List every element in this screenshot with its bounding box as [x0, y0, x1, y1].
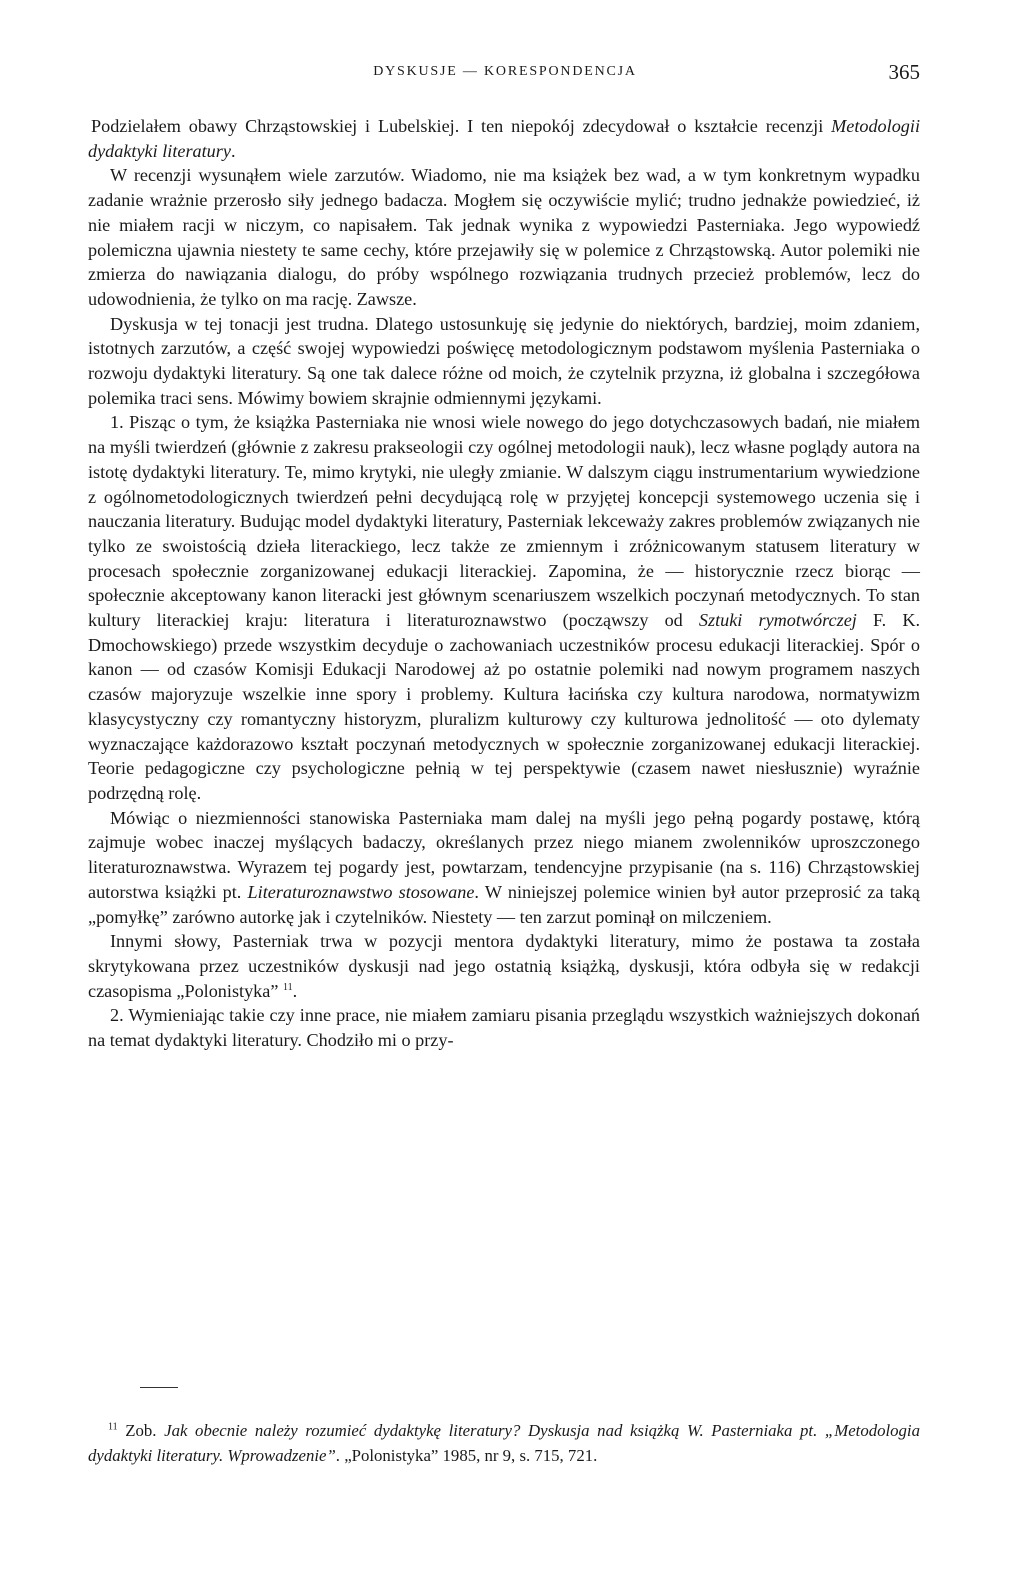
- text-run: Dyskusja w tej tonacji jest trudna. Dlatego ustosunkuję się jedynie do niektórych, bardziej, moim zdaniem, istotnych zarzutów, a część swojej wypowiedzi poświęcę metodologicznym podstawom myślenia Pasterniaka o rozwoju dydaktyki literatury. Są one tak dalece różne od moich, że czytelnik przyzna, iż globalna i szczegółowa polemika traci sens. Mówimy bowiem skrajnie odmiennymi językami.: [88, 313, 920, 408]
- paragraph: [88, 312, 920, 411]
- text-run: Innymi słowy, Pasterniak trwa w pozycji mentora dydaktyki literatury, mimo że postawa ta została skrytykowana przez uczestników dyskusji nad jego ostatnią książką, dyskusji, która odbyła się w redakcji czasopisma „Polonistyka”: [88, 931, 920, 1001]
- text-run: Zob.: [117, 1421, 165, 1440]
- main-text: [88, 114, 920, 1053]
- italic-text: Jak obecnie należy rozumieć dydaktykę literatury? Dyskusja nad książką W. Pasterniaka pt. „Metodologia dydaktyki literatury. Wprowadzenie”: [88, 1421, 920, 1465]
- text-run: . „Polonistyka” 1985, nr 9, s. 715, 721.: [335, 1446, 598, 1465]
- footnote-rule: [140, 1387, 178, 1388]
- footnote-mark: 11: [108, 1421, 118, 1433]
- paragraph: [88, 1003, 920, 1052]
- paragraph: [88, 114, 920, 163]
- text-run: Podzielałem obawy Chrząstowskiej i Lubelskiej. I ten niepokój zdecydował o kształcie recenzji: [91, 116, 832, 136]
- paragraph: [88, 806, 920, 930]
- running-header: [90, 62, 920, 86]
- italic-text: Literaturoznawstwo stosowane: [247, 881, 475, 902]
- footnote: [88, 1418, 920, 1468]
- paragraph: [88, 410, 920, 805]
- text-run: . W niniejszej polemice winien był autor przeprosić za taką „pomyłkę” zarówno autorkę jak i czytelników. Niestety — ten zarzut pominął on milczeniem.: [88, 881, 920, 927]
- text-run: .: [230, 140, 236, 161]
- text-run: F. K. Dmochowskiego) przede wszystkim decyduje o zachowaniach uczestników procesu edukacji literackiej. Spór o kanon — od czasów Komisji Edukacji Narodowej aż po ostatnie polemiki nad nowym programem naszych czasów majoryzuje wszelkie inne spory i problemy. Kultura łacińska czy kultura narodowa, normatywizm klasycystyczny czy romantyczny historyzm, pluralizm kulturowy czy kulturowa jednolitość — oto dylematy wyznaczające każdorazowo kształt poczynań metodycznych w społecznie zorganizowanej edukacji literackiej. Teorie pedagogiczne czy psychologiczne pełnią w tej perspektywie (czasem nawet niesłusznie) wyraźnie podrzędną rolę.: [88, 610, 920, 803]
- text-run: .: [292, 980, 298, 1001]
- text-run: 1. Pisząc o tym, że książka Pasterniaka nie wnosi wiele nowego do jego dotychczasowych badań, nie miałem na myśli twierdzeń (głównie z zakresu prakseologii czy ogólnej metodologii nauk), lecz własne poglądy autora na istotę dydaktyki literatury. Te, mimo krytyki, nie uległy zmianie. W dalszym ciągu instrumentarium wywiedzione z ogólnometodologicznych twierdzeń pełni decydującą rolę w przyjętej koncepcji systemowego uczenia się i nauczania literatury. Budując model dydaktyki literatury, Pasterniak lekceważy zakres problemów związanych nie tylko ze swoistością dzieła literackiego, lecz także ze zmiennym i zróżnicowanym statusem literatury w procesach społecznie zorganizowanej edukacji literackiej. Zapomina, że — historycznie rzecz biorąc — społecznie akceptowany kanon literacki jest głównym scenariuszem wszelkich poczynań metodycznych. To stan kultury literackiej kraju: literatura i literaturoznawstwo (począwszy od: [88, 412, 920, 631]
- paragraph: [88, 929, 920, 1003]
- text-run: Mówiąc o niezmienności stanowiska Pasterniaka mam dalej na myśli jego pełną pogardy postawę, którą zajmuje wobec inaczej myślących badaczy, określanych przez niego mianem zwolenników uproszczonego literaturoznawstwa. Wyrazem tej pogardy jest, powtarzam, tendencyjne przypisanie (na s. 116) Chrząstowskiej autorstwa książki pt.: [88, 807, 920, 902]
- text-run: W recenzji wysunąłem wiele zarzutów. Wiadomo, nie ma książek bez wad, a w tym konkretnym wypadku zadanie wrażnie przerosło siły jednego badacza. Mogłem się oczywiście mylić; trudno jednakże powiedzieć, iż nie miałem racji w niczym, co napisałem. Tak jednak wynika z wypowiedzi Pasterniaka. Jego wypowiedź polemiczna ujawnia niestety te same cechy, które przejawiły się w polemice z Chrząstowską. Autor polemiki nie zmierza do nawiązania dialogu, do próby wspólnego rozwiązania trudnych przecież problemów, lecz do udowodnienia, że tylko on ma rację. Zawsze.: [88, 165, 920, 309]
- paragraph: [88, 163, 920, 311]
- page-number: 365: [888, 60, 920, 84]
- footnote-mark: 11: [282, 981, 293, 993]
- italic-text: Metodologii dydaktyki literatury: [88, 116, 920, 161]
- running-head-title: DYSKUSJE — KORESPONDENCJA: [373, 64, 637, 79]
- italic-text: Sztuki rymotwórczej: [698, 610, 857, 631]
- text-run: 2. Wymieniając takie czy inne prace, nie miałem zamiaru pisania przeglądu wszystkich ważniejszych dokonań na temat dydaktyki literatury. Chodziło mi o przy-: [88, 1005, 920, 1051]
